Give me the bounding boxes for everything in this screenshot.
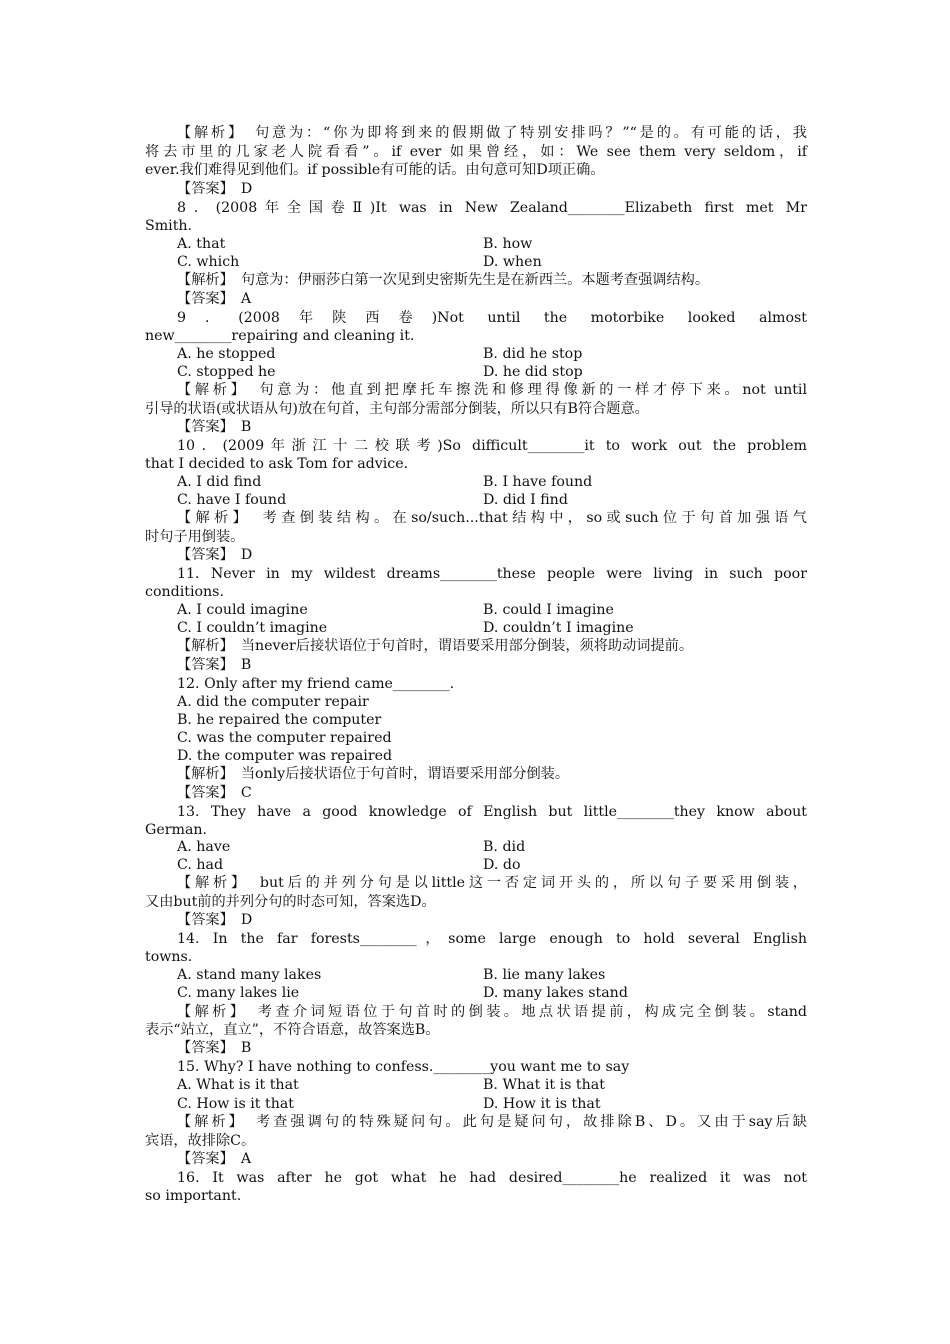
q14-option-d: D. many lakes stand <box>483 985 628 1001</box>
q9-option-d: D. he did stop <box>483 364 583 380</box>
q7-answer: 【答案】 D <box>177 181 253 197</box>
q12-option-c: C. was the computer repaired <box>177 730 392 746</box>
q14-stem-line-2: towns. <box>145 949 193 965</box>
q8-option-b: B. how <box>483 236 533 252</box>
q8-option-a: A. that <box>177 236 226 252</box>
q14-option-b: B. lie many lakes <box>483 967 606 983</box>
q15-stem: 15. Why? I have nothing to confess.________you want me to say <box>177 1059 630 1075</box>
q9-stem-line-1: 9．(2008年陕西卷)Not until the motorbike looked almost <box>177 310 807 326</box>
q13-option-a: A. have <box>177 839 231 855</box>
q10-option-a: A. I did find <box>177 474 262 490</box>
q11-analysis: 【解析】 当never后接状语位于句首时，谓语要采用部分倒装，须将助动词提前。 <box>177 638 694 654</box>
q8-option-d: D. when <box>483 254 542 270</box>
q11-answer: 【答案】 B <box>177 657 252 673</box>
q9-option-a: A. he stopped <box>177 346 276 362</box>
q13-stem-line-1: 13. They have a good knowledge of English but little________they know about <box>177 804 807 820</box>
q13-analysis-line-2: 又由but前的并列分句的时态可知，答案选D。 <box>145 894 436 910</box>
q16-stem-line-2: so important. <box>145 1188 242 1204</box>
q11-option-d: D. couldn’t I imagine <box>483 620 634 636</box>
q8-analysis: 【解析】 句意为：伊丽莎白第一次见到史密斯先生是在新西兰。本题考查强调结构。 <box>177 272 710 288</box>
q8-stem-line-2: Smith. <box>145 218 193 234</box>
q9-stem-line-2: new________repairing and cleaning it. <box>145 328 415 344</box>
q12-option-d: D. the computer was repaired <box>177 748 393 764</box>
q11-option-a: A. I could imagine <box>177 602 308 618</box>
q9-answer: 【答案】 B <box>177 419 252 435</box>
q13-option-d: D. do <box>483 857 521 873</box>
q7-analysis-line-3: ever.我们难得见到他们。if possible有可能的话。由句意可知D项正确。 <box>145 162 605 178</box>
q7-analysis-line-2: 将去市里的几家老人院看看”。if ever 如果曾经，如：We see them very seldom，if <box>145 144 807 160</box>
q12-option-b: B. he repaired the computer <box>177 712 382 728</box>
q12-stem: 12. Only after my friend came________. <box>177 676 455 692</box>
q11-option-b: B. could I imagine <box>483 602 614 618</box>
q15-analysis-line-1: 【解析】 考查强调句的特殊疑问句。此句是疑问句，故排除B、D。又由于say后缺 <box>177 1114 807 1130</box>
q7-analysis-line-1: 【解析】 句意为：“你为即将到来的假期做了特别安排吗？”“是的。有可能的话，我 <box>177 125 807 141</box>
q10-answer: 【答案】 D <box>177 547 253 563</box>
q10-analysis-line-1: 【解析】 考查倒装结构。在so/such...that结构中，so或such位于句首加强语气 <box>177 510 807 526</box>
q13-stem-line-2: German. <box>145 822 208 838</box>
q11-stem-line-1: 11. Never in my wildest dreams________these people were living in such poor <box>177 566 807 582</box>
q12-option-a: A. did the computer repair <box>177 694 369 710</box>
q13-answer: 【答案】 D <box>177 912 253 928</box>
q15-answer: 【答案】 A <box>177 1151 252 1167</box>
q14-option-a: A. stand many lakes <box>177 967 322 983</box>
q11-option-c: C. I couldn’t imagine <box>177 620 328 636</box>
q8-stem-line-1: 8．(2008年全国卷Ⅱ)It was in New Zealand________Elizabeth first met Mr <box>177 200 807 216</box>
q14-option-c: C. many lakes lie <box>177 985 300 1001</box>
q15-option-c: C. How is it that <box>177 1096 295 1112</box>
q11-stem-line-2: conditions. <box>145 584 224 600</box>
q10-option-c: C. have I found <box>177 492 287 508</box>
q9-analysis-line-1: 【解析】 句意为：他直到把摩托车擦洗和修理得像新的一样才停下来。not until <box>177 382 807 398</box>
q10-stem-line-1: 10．(2009年浙江十二校联考)So difficult________it to work out the problem <box>177 438 807 454</box>
q10-option-b: B. I have found <box>483 474 593 490</box>
q14-analysis-line-2: 表示“站立，直立”，不符合语意，故答案选B。 <box>145 1022 440 1038</box>
q15-option-d: D. How it is that <box>483 1096 601 1112</box>
q10-stem-line-2: that I decided to ask Tom for advice. <box>145 456 409 472</box>
q16-stem-line-1: 16. It was after he got what he had desired________he realized it was not <box>177 1170 807 1186</box>
q12-answer: 【答案】 C <box>177 785 252 801</box>
q14-analysis-line-1: 【解析】 考查介词短语位于句首时的倒装。地点状语提前，构成完全倒装。stand <box>177 1004 807 1020</box>
q13-option-c: C. had <box>177 857 224 873</box>
q10-option-d: D. did I find <box>483 492 568 508</box>
q15-analysis-line-2: 宾语，故排除C。 <box>145 1133 256 1149</box>
q9-option-b: B. did he stop <box>483 346 583 362</box>
q14-answer: 【答案】 B <box>177 1040 252 1056</box>
q8-answer: 【答案】 A <box>177 291 252 307</box>
q10-analysis-line-2: 时句子用倒装。 <box>145 529 245 545</box>
q12-analysis: 【解析】 当only后接状语位于句首时，谓语要采用部分倒装。 <box>177 766 570 782</box>
q13-analysis-line-1: 【解析】 but后的并列分句是以little这一否定词开头的，所以句子要采用倒装， <box>177 875 807 891</box>
q15-option-a: A. What is it that <box>177 1077 299 1093</box>
q9-analysis-line-2: 引导的状语(或状语从句)放在句首，主句部分需部分倒装，所以只有B符合题意。 <box>145 401 649 417</box>
q15-option-b: B. What it is that <box>483 1077 605 1093</box>
q9-option-c: C. stopped he <box>177 364 276 380</box>
q13-option-b: B. did <box>483 839 526 855</box>
q8-option-c: C. which <box>177 254 240 270</box>
q14-stem-line-1: 14. In the far forests________，some large enough to hold several English <box>177 931 807 947</box>
